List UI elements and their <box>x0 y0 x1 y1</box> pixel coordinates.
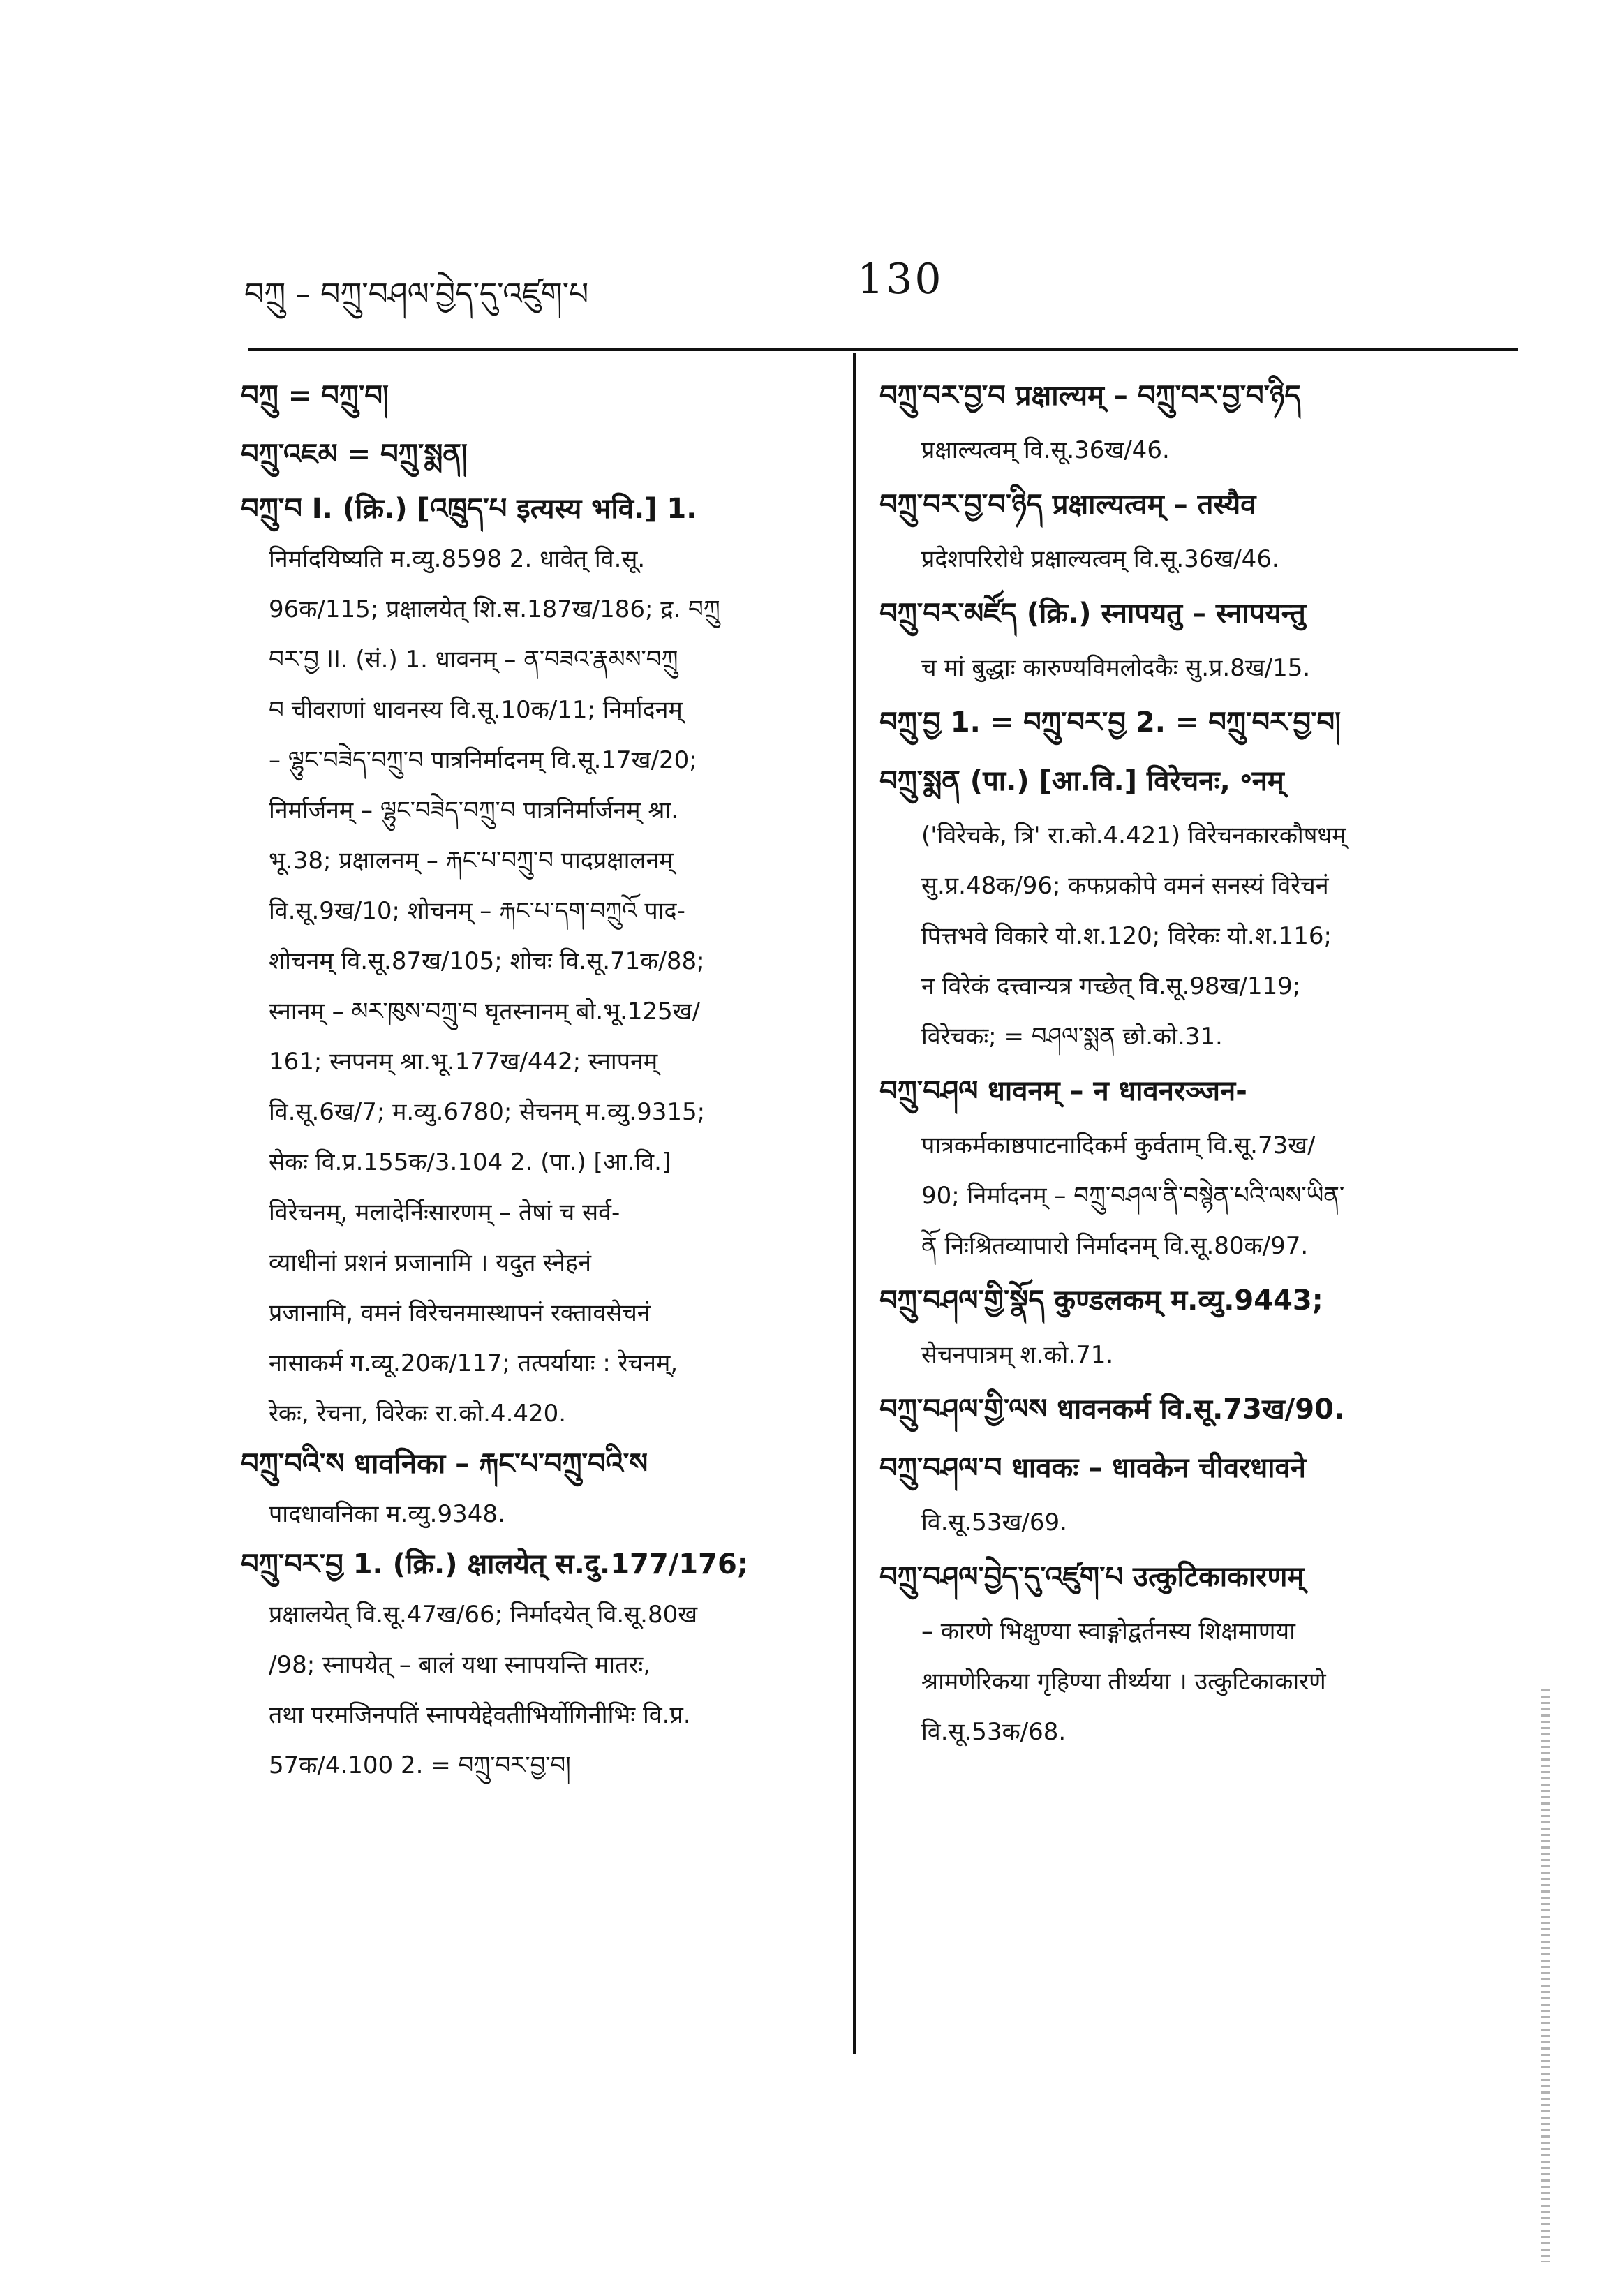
entry-line: /98; स्नापयेत् – बालं यथा स्नापयन्ति मातरः, <box>269 1651 651 1679</box>
entry-headword: བཀྲུ་བར་བྱ་བ प्रक्षाल्यम् – བཀྲུ་བར་བྱ་བ་ཉིད <box>879 380 1301 412</box>
entry-line: ནོ निःश्रितव्यापारो निर्मादनम् वि.सू.80क/97. <box>921 1232 1309 1260</box>
right-column <box>879 366 1508 1757</box>
entry-line: व्याधीनां प्रशनं प्रजानामि । यदुत स्नेहनं <box>269 1249 591 1277</box>
entry-headword: བཀྲུ་བའི་ས धावनिका – རྐང་པ་བཀྲུ་བའི་ས <box>241 1448 648 1480</box>
entry-headword: བཀྲུ་བར་བྱ 1. (क्रि.) क्षालयेत् स.दु.177/176; <box>241 1548 748 1580</box>
entry-line: पित्तभवे विकारे यो.श.120; विरेकः यो.श.116; <box>921 922 1332 950</box>
entry-line: 90; निर्मादनम् – བཀྲུ་བཤལ་ནི་བསྙེན་པའི་ལས་ཡིན་ <box>921 1182 1345 1210</box>
entry-line: वि.सू.9ख/10; शोचनम् – རྐང་པ་དག་བཀྲུའོ पाद- <box>269 897 685 925</box>
entry-line: नासाकर्म ग.व्यू.20क/117; तत्पर्यायाः : रेचनम्, <box>269 1349 678 1377</box>
entry-line: सेकः वि.प्र.155क/3.104 2. (पा.) [आ.वि.] <box>269 1148 671 1176</box>
entry-headword: བཀྲུ་སྨན (पा.) [आ.वि.] विरेचनः, ॰नम् <box>879 765 1284 797</box>
entry-headword: བཀྲུ་བར་བྱ་བ་ཉིད प्रक्षाल्यत्वम् – तस्यैव <box>879 489 1256 521</box>
entry-line: वि.सू.53क/68. <box>921 1718 1067 1746</box>
entry-line: निर्मार्जनम् – ལྷུང་བཟེད་བཀྲུ་བ पात्रनिर्मार्जनम् श्रा. <box>269 797 679 824</box>
left-column <box>241 366 834 1791</box>
entry-headword: བཀྲུ་བཤལ་གྱི་སྣོད कुण्डलकम् म.व्यु.9443; <box>879 1284 1323 1317</box>
entry-headword: བཀྲུ་བྱ 1. = བཀྲུ་བར་བྱ 2. = བཀྲུ་བར་བྱ་བ། <box>879 706 1342 739</box>
entry-line: श्रामणेरिकया गृहिण्या तीर्थ्यया । उत्कुटिकाकारणे <box>921 1668 1326 1696</box>
running-header: བཀྲུ – བཀྲུ་བཤལ་བྱེད་དུ་འཛུག་པ <box>244 276 589 312</box>
entry-line: – ལྷུང་བཟེད་བཀྲུ་བ पात्रनिर्मादनम् वि.सू.17ख/20; <box>269 746 697 774</box>
column-divider <box>853 353 856 2054</box>
entry-line: निर्मादयिष्यति म.व्यु.8598 2. धावेत् वि.सू. <box>269 545 646 573</box>
entry-headword: བཀྲུ = བཀྲུ་བ། <box>241 380 389 412</box>
entry-line: रेकः, रेचना, विरेकः रा.को.4.420. <box>269 1400 567 1428</box>
entry-line: प्रक्षाल्यत्वम् वि.सू.36ख/46. <box>921 436 1170 464</box>
entry-line: ('विरेचके, त्रि' रा.को.4.421) विरेचनकारकौषधम् <box>921 822 1346 850</box>
entry-headword: བཀྲུ་འཇམ = བཀྲུ་སྨན། <box>241 438 468 471</box>
entry-line: तथा परमजिनपतिं स्नापयेद्देवतीभिर्योगिनीभिः वि.प्र. <box>269 1701 691 1729</box>
entry-line: विरेचकः; = བཤལ་སྨན छो.को.31. <box>921 1023 1223 1051</box>
entry-line: प्रदेशपरिरोधे प्रक्षाल्यत्वम् वि.सू.36ख/46. <box>921 545 1279 573</box>
entry-line: 96क/115; प्रक्षालयेत् शि.स.187ख/186; द्र. བཀྲུ <box>269 595 720 623</box>
entry-line: भू.38; प्रक्षालनम् – རྐང་པ་བཀྲུ་བ पादप्रक्षालनम् <box>269 847 674 875</box>
entry-headword: བཀྲུ་བཤལ་བྱེད་དུ་འཛུག་པ उत्कुटिकाकारणम् <box>879 1561 1305 1593</box>
entry-line: वि.सू.6ख/7; म.व्यु.6780; सेचनम् म.व्यु.9315; <box>269 1098 706 1126</box>
entry-headword: བཀྲུ་བཤལ་གྱི་ལས धावनकर्म वि.सू.73ख/90. <box>879 1393 1345 1425</box>
entry-line: 161; स्नपनम् श्रा.भू.177ख/442; स्नापनम् <box>269 1048 658 1076</box>
entry-line: च मां बुद्धाः कारुण्यविमलोदकैः सु.प्र.8ख/15. <box>921 654 1311 682</box>
entry-line: – कारणे भिक्षुण्या स्वाङ्गोद्वर्तनस्य शिक्षमाणया <box>921 1617 1295 1645</box>
entry-line: न विरेकं दत्त्वान्यत्र गच्छेत् वि.सू.98ख/119; <box>921 972 1301 1000</box>
entry-headword: བཀྲུ་བཤལ धावनम् – न धावनरञ्जन- <box>879 1075 1247 1107</box>
entry-headword: བཀྲུ་བཤལ་བ धावकः – धावकेन चीवरधावने <box>879 1452 1306 1484</box>
entry-line: བ चीवराणां धावनस्य वि.सू.10क/11; निर्मादनम् <box>269 696 683 724</box>
entry-line: पादधावनिका म.व्यु.9348. <box>269 1500 505 1528</box>
entry-line: सु.प्र.48क/96; कफप्रकोपे वमनं सनस्यं विरेचनं <box>921 872 1329 900</box>
entry-line: वि.सू.53ख/69. <box>921 1509 1067 1536</box>
header-rule <box>248 348 1518 351</box>
entry-line: पात्रकर्मकाष्ठपाटनादिकर्म कुर्वताम् वि.सू.73ख/ <box>921 1132 1316 1160</box>
scan-edge-noise <box>1541 1689 1550 2262</box>
entry-line: सेचनपात्रम् श.को.71. <box>921 1341 1114 1369</box>
entry-line: प्रक्षालयेत् वि.सू.47ख/66; निर्मादयेत् वि.सू.80ख <box>269 1601 698 1629</box>
entry-headword: བཀྲུ་བར་མཛོད (क्रि.) स्नापयतु – स्नापयन्तु <box>879 598 1306 630</box>
entry-line: प्रजानामि, वमनं विरेचनमास्थापनं रक्तावसेचनं <box>269 1299 651 1327</box>
entry-line: विरेचनम्, मलादेर्निःसारणम् – तेषां च सर्व- <box>269 1199 620 1227</box>
entry-line: བར་བྱ II. (सं.) 1. धावनम् – ན་བཟའ་རྣམས་བཀྲུ <box>269 646 678 674</box>
entry-line: शोचनम् वि.सू.87ख/105; शोचः वि.सू.71क/88; <box>269 947 705 975</box>
entry-line: 57क/4.100 2. = བཀྲུ་བར་བྱ་བ། <box>269 1751 571 1779</box>
page-number: 130 <box>857 255 944 304</box>
entry-line: स्नानम् – མར་ཁུས་བཀྲུ་བ घृतस्नानम् बो.भू.125ख/ <box>269 998 701 1025</box>
entry-headword: བཀྲུ་བ I. (क्रि.) [འཁྲུད་པ इत्यस्य भवि.] 1. <box>241 493 697 525</box>
